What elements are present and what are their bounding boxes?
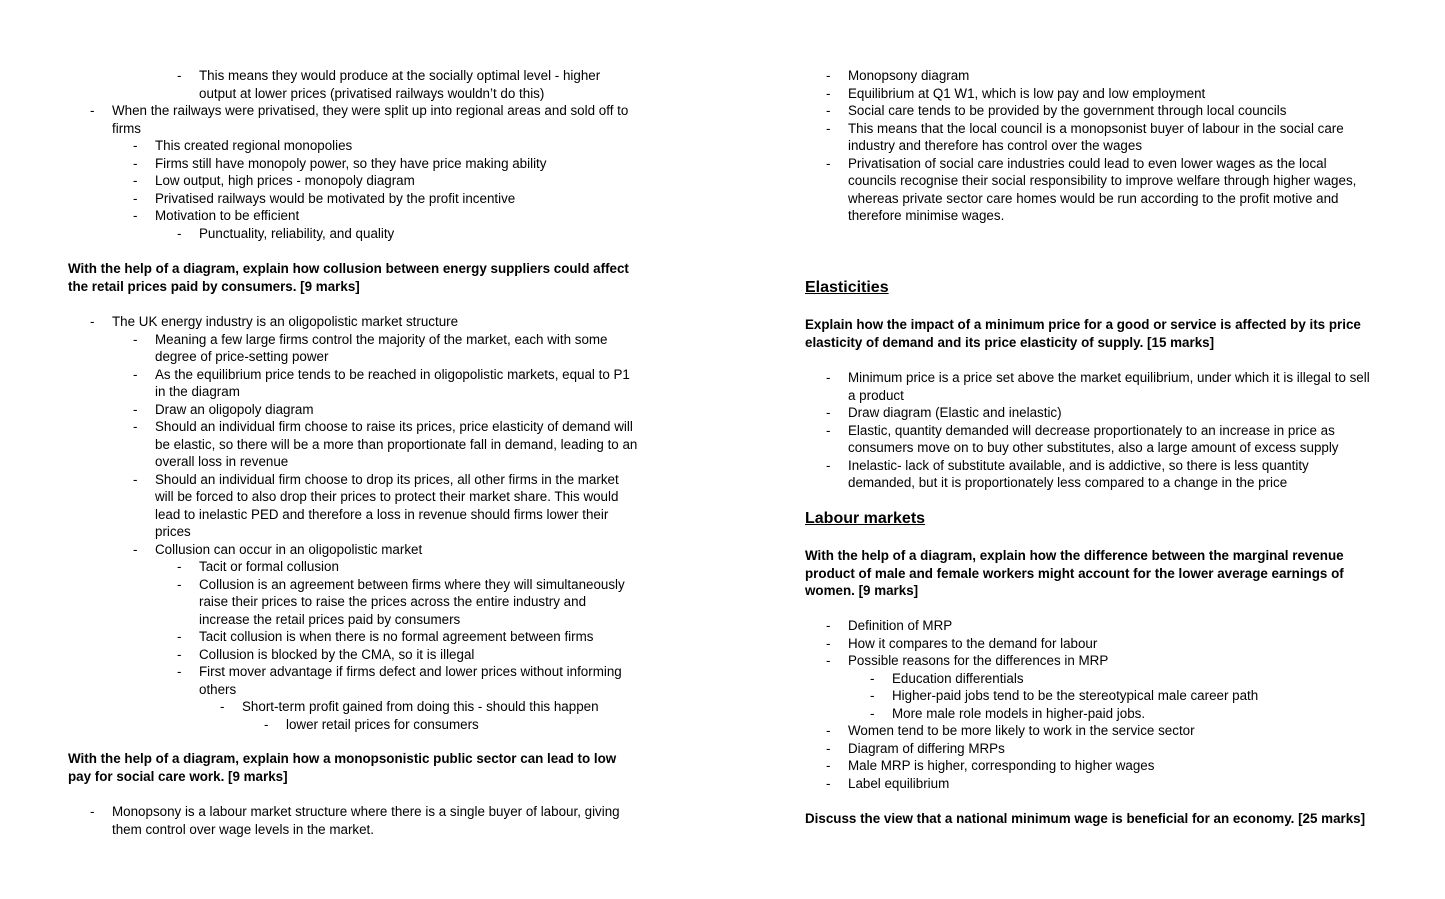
- bullet-text-line: degree of price-setting power: [155, 349, 329, 364]
- bullet-text-line: This means that the local council is a monopsonist buyer of labour in the social care: [848, 120, 1344, 136]
- bullet-text-line: Elastic, quantity demanded will decrease proportionately to an increase in price as: [848, 422, 1335, 438]
- bullet-dash: -: [177, 664, 182, 679]
- bullet-text-line: output at lower prices (privatised railways wouldn’t do this): [199, 85, 545, 101]
- bullet-dash: -: [133, 173, 138, 188]
- bullet-text-line: This means they would produce at the socially optimal level - higher: [199, 68, 601, 83]
- bullet-text-line: firms: [112, 120, 142, 136]
- bullet-text-line: Motivation to be efficient: [155, 208, 300, 223]
- bullet-text-line: lead to inelastic PED and therefore a loss in revenue should firms lower their: [155, 506, 609, 522]
- bullet-dash: -: [826, 120, 831, 136]
- bullet-text-line: Privatisation of social care industries could lead to even lower wages as the local: [848, 155, 1327, 171]
- bullet-text-line: When the railways were privatised, they were split up into regional areas and sold off to: [112, 103, 629, 118]
- question-collusion: the retail prices paid by consumers. [9 marks]: [68, 278, 360, 294]
- bullet-text-line: Tacit or formal collusion: [199, 559, 339, 574]
- bullet-text-line: Minimum price is a price set above the market equilibrium, under which it is illegal to sell: [848, 370, 1370, 385]
- bullet-text-line: Higher-paid jobs tend to be the stereotypical male career path: [892, 688, 1259, 703]
- bullet-text-line: Firms still have monopoly power, so they have price making ability: [155, 155, 547, 171]
- bullet-text-line: be elastic, so there will be a more than proportionate fall in demand, leading to an: [155, 436, 638, 452]
- bullet-dash: -: [90, 314, 95, 329]
- bullet-text-line: As the equilibrium price tends to be reached in oligopolistic markets, equal to P1: [155, 366, 630, 382]
- question-mrp: With the help of a diagram, explain how the difference between the marginal revenue: [805, 548, 1344, 563]
- bullet-dash: -: [826, 370, 831, 385]
- section-heading-labour-markets: Labour markets: [805, 510, 926, 527]
- bullet-text-line: Diagram of differing MRPs: [848, 740, 1005, 756]
- bullet-dash: -: [133, 155, 138, 171]
- bullet-text-line: Social care tends to be provided by the government through local councils: [848, 103, 1287, 118]
- question-collusion: With the help of a diagram, explain how collusion between energy suppliers could affect: [68, 261, 629, 276]
- bullet-dash: -: [826, 155, 831, 171]
- bullet-dash: -: [870, 705, 875, 721]
- bullet-text-line: whereas private sector care homes would be run according to the profit motive and: [848, 190, 1339, 206]
- bullet-text-line: others: [199, 681, 237, 697]
- bullet-dash: -: [826, 457, 831, 473]
- bullet-text-line: Tacit collusion is when there is no formal agreement between firms: [199, 629, 594, 644]
- bullet-text-line: Draw an oligopoly diagram: [155, 401, 314, 417]
- bullet-text-line: them control over wage levels in the market.: [112, 821, 374, 837]
- bullet-text-line: Collusion can occur in an oligopolistic market: [155, 541, 423, 557]
- bullet-text-line: The UK energy industry is an oligopolistic market structure: [112, 314, 459, 329]
- bullet-dash: -: [220, 699, 225, 714]
- bullet-dash: -: [133, 541, 138, 557]
- bullet-dash: -: [177, 646, 182, 662]
- bullet-dash: -: [177, 576, 182, 592]
- bullet-text-line: Possible reasons for the differences in MRP: [848, 653, 1109, 668]
- bullet-text-line: First mover advantage if firms defect and lower prices without informing: [199, 664, 622, 679]
- bullet-text-line: Should an individual firm choose to drop its prices, all other firms in the market: [155, 471, 619, 487]
- bullet-text-line: Equilibrium at Q1 W1, which is low pay and low employment: [848, 85, 1206, 101]
- document-page-left: [0, 0, 700, 899]
- bullet-dash: -: [264, 716, 269, 732]
- bullet-text-line: Education differentials: [892, 670, 1024, 686]
- bullet-text-line: Meaning a few large firms control the majority of the market, each with some: [155, 331, 608, 347]
- bullet-dash: -: [826, 758, 831, 773]
- document-page-right: [722, 0, 1422, 899]
- bullet-text-line: More male role models in higher-paid jobs.: [892, 705, 1146, 721]
- bullet-dash: -: [826, 85, 831, 101]
- bullet-dash: -: [870, 688, 875, 703]
- bullet-dash: -: [133, 331, 138, 347]
- bullet-dash: -: [177, 629, 182, 644]
- bullet-text-line: Draw diagram (Elastic and inelastic): [848, 405, 1062, 420]
- bullet-dash: -: [133, 471, 138, 487]
- bullet-text-line: increase the retail prices paid by consumers: [199, 611, 461, 627]
- bullet-dash: -: [177, 68, 182, 83]
- bullet-dash: -: [826, 405, 831, 420]
- question-monopsony: pay for social care work. [9 marks]: [68, 768, 288, 784]
- bullet-text-line: a product: [848, 387, 904, 403]
- bullet-dash: -: [133, 366, 138, 382]
- bullet-dash: -: [826, 635, 831, 651]
- bullet-text-line: prices: [155, 524, 191, 539]
- bullet-text-line: consumers move on to buy other substitutes, also a large amount of excess supply: [848, 440, 1339, 455]
- bullet-dash: -: [870, 670, 875, 686]
- bullet-dash: -: [133, 208, 138, 223]
- bullet-dash: -: [133, 419, 138, 434]
- bullet-text-line: Women tend to be more likely to work in the service sector: [848, 723, 1195, 738]
- bullet-dash: -: [826, 103, 831, 118]
- bullet-dash: -: [826, 775, 831, 791]
- bullet-text-line: Punctuality, reliability, and quality: [199, 225, 395, 241]
- bullet-text-line: industry and therefore has control over the wages: [848, 138, 1143, 153]
- bullet-dash: -: [826, 653, 831, 668]
- question-minimum-price: Explain how the impact of a minimum price for a good or service is affected by its price: [805, 317, 1361, 332]
- bullet-text-line: Label equilibrium: [848, 775, 950, 791]
- bullet-dash: -: [133, 138, 138, 153]
- section-heading-elasticities: Elasticities: [805, 279, 889, 296]
- bullet-text-line: Collusion is blocked by the CMA, so it is illegal: [199, 646, 475, 662]
- bullet-text-line: Inelastic- lack of substitute available, and is addictive, so there is less quantity: [848, 457, 1309, 473]
- bullet-dash: -: [826, 618, 831, 633]
- bullet-text-line: Low output, high prices - monopoly diagram: [155, 173, 415, 188]
- bullet-text-line: Male MRP is higher, corresponding to higher wages: [848, 758, 1155, 773]
- question-mrp: product of male and female workers might account for the lower average earnings of: [805, 565, 1344, 581]
- bullet-text-line: Monopsony diagram: [848, 68, 970, 83]
- bullet-text-line: This created regional monopolies: [155, 138, 353, 153]
- question-minimum-price: elasticity of demand and its price elasticity of supply. [15 marks]: [805, 334, 1215, 350]
- bullet-text-line: Short-term profit gained from doing this - should this happen: [242, 699, 599, 714]
- bullet-text-line: Monopsony is a labour market structure where there is a single buyer of labour, giving: [112, 804, 620, 819]
- bullet-text-line: therefore minimise wages.: [848, 208, 1005, 223]
- bullet-dash: -: [133, 190, 138, 206]
- bullet-dash: -: [826, 422, 831, 438]
- bullet-text-line: How it compares to the demand for labour: [848, 635, 1098, 651]
- question-monopsony: With the help of a diagram, explain how a monopsonistic public sector can lead to low: [68, 751, 617, 766]
- bullet-dash: -: [826, 723, 831, 738]
- bullet-text-line: Definition of MRP: [848, 618, 953, 633]
- question-mrp: women. [9 marks]: [805, 583, 919, 598]
- bullet-dash: -: [133, 401, 138, 417]
- bullet-dash: -: [177, 559, 182, 574]
- bullet-text-line: Collusion is an agreement between firms where they will simultaneously: [199, 576, 625, 592]
- bullet-dash: -: [177, 225, 182, 241]
- bullet-text-line: overall loss in revenue: [155, 454, 289, 469]
- bullet-dash: -: [826, 68, 831, 83]
- bullet-dash: -: [90, 103, 95, 118]
- bullet-text-line: lower retail prices for consumers: [286, 716, 479, 732]
- bullet-text-line: demanded, but it is proportionately less compared to a change in the price: [848, 475, 1288, 490]
- bullet-text-line: will be forced to also drop their prices to protect their market share. This would: [155, 489, 619, 504]
- bullet-text-line: Privatised railways would be motivated by the profit incentive: [155, 190, 516, 206]
- bullet-text-line: Should an individual firm choose to raise its prices, price elasticity of demand will: [155, 419, 633, 434]
- bullet-text-line: in the diagram: [155, 384, 240, 399]
- bullet-text-line: raise their prices to raise the prices across the entire industry and: [199, 594, 587, 609]
- question-minimum-wage: Discuss the view that a national minimum wage is beneficial for an economy. [25 marks]: [805, 811, 1366, 826]
- bullet-dash: -: [826, 740, 831, 756]
- bullet-text-line: councils recognise their social responsibility to improve welfare through higher wages,: [848, 173, 1357, 188]
- bullet-dash: -: [90, 804, 95, 819]
